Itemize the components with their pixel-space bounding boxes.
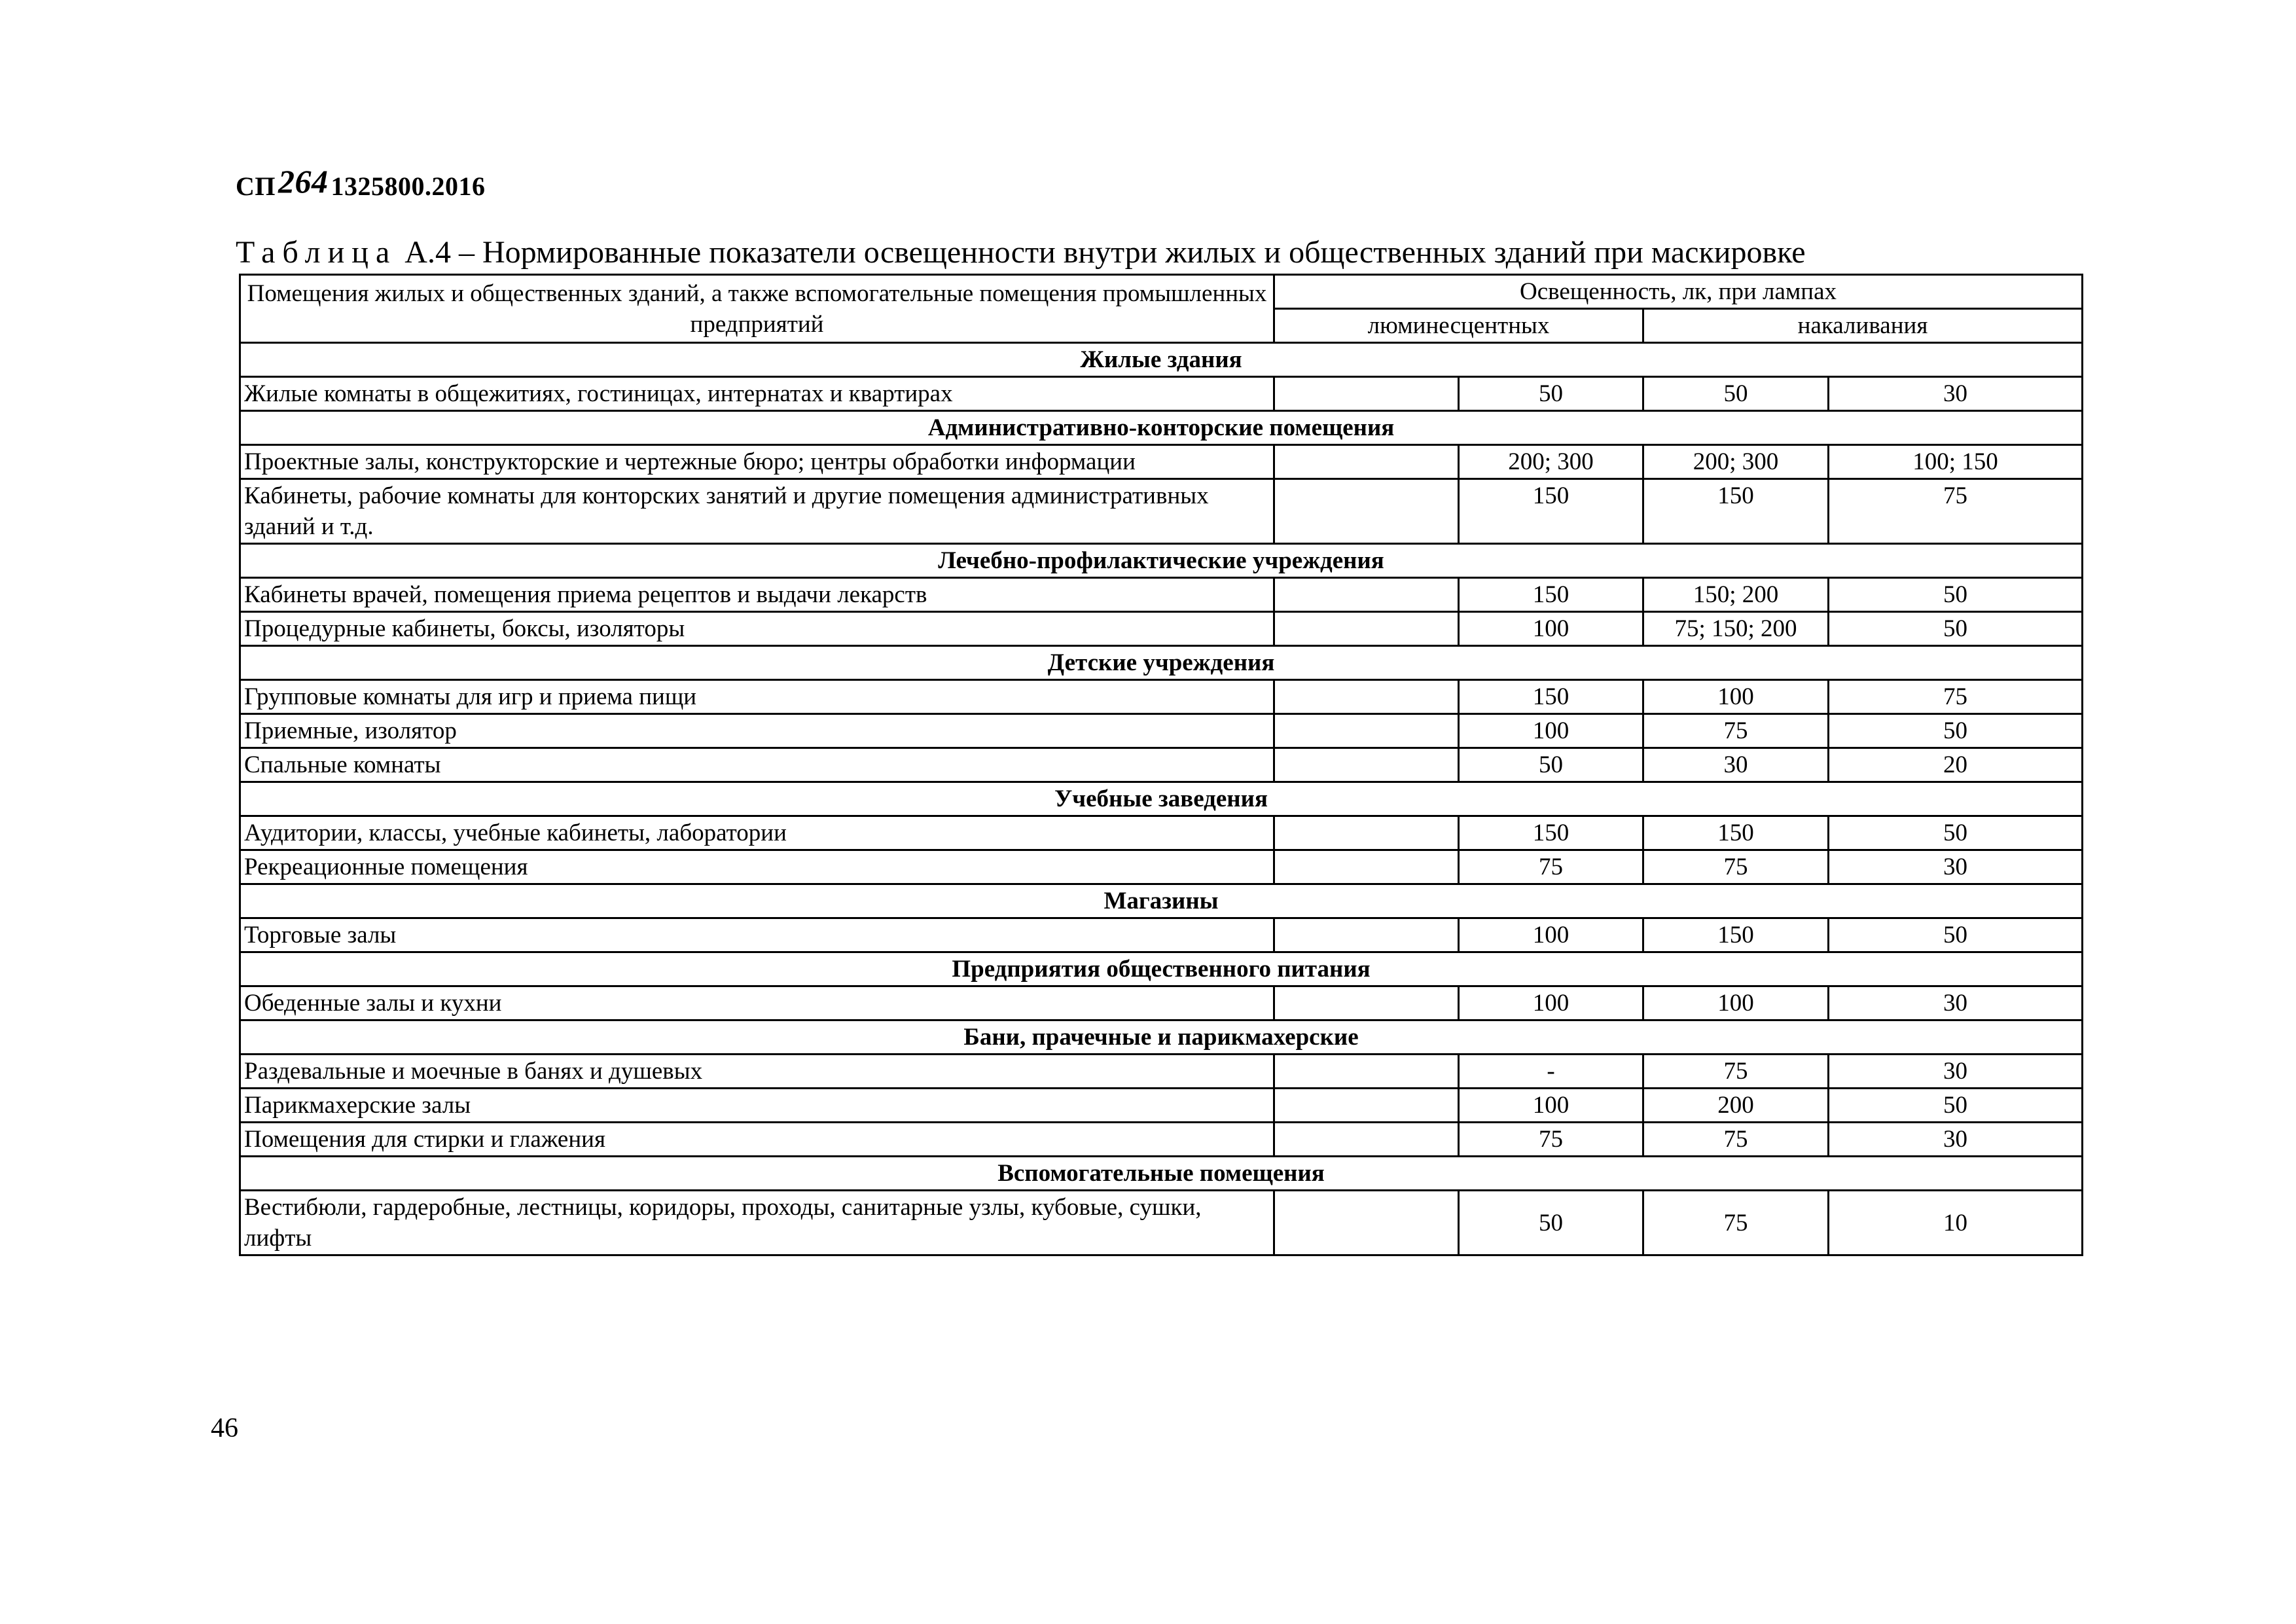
empty-cell xyxy=(1274,1089,1459,1123)
incandescent-value-cell: 30 xyxy=(1643,748,1829,782)
empty-cell xyxy=(1274,479,1459,544)
header-room-type: Помещения жилых и общественных зданий, а также вспомогательные помещения промышленных предприятий xyxy=(240,275,1274,343)
section-row xyxy=(240,884,2083,918)
room-name-cell: Помещения для стирки и глажения xyxy=(240,1123,1274,1157)
fluorescent-value-cell: 100 xyxy=(1459,612,1643,646)
table-row xyxy=(240,918,2083,952)
incandescent-value-cell: 150 xyxy=(1643,918,1829,952)
room-name-cell: Парикмахерские залы xyxy=(240,1089,1274,1123)
section-row xyxy=(240,782,2083,816)
empty-cell xyxy=(1274,578,1459,612)
incandescent-value-cell-2: 75 xyxy=(1829,479,2083,544)
incandescent-value-cell: 100 xyxy=(1643,986,1829,1020)
incandescent-value-cell-2: 20 xyxy=(1829,748,2083,782)
incandescent-value-cell-2: 30 xyxy=(1829,377,2083,411)
code-prefix: СП xyxy=(236,171,276,201)
code-suffix: 1325800.2016 xyxy=(331,171,486,201)
table-title-text: А.4 – Нормированные показатели освещенности внутри жилых и общественных зданий при маскировке xyxy=(404,235,1806,270)
incandescent-value-cell-2: 75 xyxy=(1829,680,2083,714)
room-name-cell: Процедурные кабинеты, боксы, изоляторы xyxy=(240,612,1274,646)
table-row xyxy=(240,850,2083,884)
incandescent-value-cell: 200; 300 xyxy=(1643,445,1829,479)
table-row xyxy=(240,377,2083,411)
incandescent-value-cell-2: 30 xyxy=(1829,850,2083,884)
section-title: Предприятия общественного питания xyxy=(240,952,2083,986)
room-name-cell: Кабинеты, рабочие комнаты для конторских занятий и другие помещения административных зданий и т.д. xyxy=(240,479,1274,544)
fluorescent-value-cell: 75 xyxy=(1459,1123,1643,1157)
fluorescent-value-cell: 100 xyxy=(1459,1089,1643,1123)
empty-cell xyxy=(1274,445,1459,479)
fluorescent-value-cell: 150 xyxy=(1459,816,1643,850)
section-row xyxy=(240,952,2083,986)
section-title: Детские учреждения xyxy=(240,646,2083,680)
fluorescent-value-cell: 50 xyxy=(1459,1191,1643,1255)
empty-cell xyxy=(1274,714,1459,748)
fluorescent-value-cell: 75 xyxy=(1459,850,1643,884)
table-row xyxy=(240,986,2083,1020)
room-name-cell: Жилые комнаты в общежитиях, гостиницах, интернатах и квартирах xyxy=(240,377,1274,411)
incandescent-value-cell-2: 50 xyxy=(1829,612,2083,646)
section-title: Вспомогательные помещения xyxy=(240,1157,2083,1191)
table-row xyxy=(240,1123,2083,1157)
room-name-cell: Групповые комнаты для игр и приема пищи xyxy=(240,680,1274,714)
empty-cell xyxy=(1274,748,1459,782)
table-row xyxy=(240,479,2083,544)
empty-cell xyxy=(1274,918,1459,952)
section-row xyxy=(240,646,2083,680)
empty-cell xyxy=(1274,816,1459,850)
section-row xyxy=(240,1157,2083,1191)
incandescent-value-cell: 75 xyxy=(1643,1123,1829,1157)
incandescent-value-cell-2: 50 xyxy=(1829,918,2083,952)
document-code xyxy=(236,165,486,203)
fluorescent-value-cell: - xyxy=(1459,1055,1643,1089)
room-name-cell: Вестибюли, гардеробные, лестницы, коридоры, проходы, санитарные узлы, кубовые, сушки, лифты xyxy=(240,1191,1274,1255)
illuminance-table xyxy=(239,274,2083,1256)
section-row xyxy=(240,1020,2083,1055)
fluorescent-value-cell: 100 xyxy=(1459,918,1643,952)
table-row xyxy=(240,714,2083,748)
section-title: Жилые здания xyxy=(240,343,2083,377)
incandescent-value-cell-2: 30 xyxy=(1829,986,2083,1020)
incandescent-value-cell-2: 10 xyxy=(1829,1191,2083,1255)
header-row-1 xyxy=(240,275,2083,309)
table-row xyxy=(240,445,2083,479)
section-row xyxy=(240,343,2083,377)
table-row xyxy=(240,680,2083,714)
incandescent-value-cell-2: 50 xyxy=(1829,714,2083,748)
header-incandescent: накаливания xyxy=(1643,309,2083,343)
table-body xyxy=(240,275,2083,1255)
incandescent-value-cell-2: 50 xyxy=(1829,816,2083,850)
table-row xyxy=(240,1089,2083,1123)
empty-cell xyxy=(1274,680,1459,714)
table-row xyxy=(240,1191,2083,1255)
incandescent-value-cell-2: 30 xyxy=(1829,1123,2083,1157)
empty-cell xyxy=(1274,612,1459,646)
incandescent-value-cell-2: 100; 150 xyxy=(1829,445,2083,479)
header-illuminance: Освещенность, лк, при лампах xyxy=(1274,275,2083,309)
empty-cell xyxy=(1274,1123,1459,1157)
fluorescent-value-cell: 150 xyxy=(1459,680,1643,714)
room-name-cell: Торговые залы xyxy=(240,918,1274,952)
incandescent-value-cell: 200 xyxy=(1643,1089,1829,1123)
header-fluorescent: люминесцентных xyxy=(1274,309,1643,343)
room-name-cell: Приемные, изолятор xyxy=(240,714,1274,748)
fluorescent-value-cell: 50 xyxy=(1459,377,1643,411)
room-name-cell: Проектные залы, конструкторские и чертежные бюро; центры обработки информации xyxy=(240,445,1274,479)
table-row xyxy=(240,748,2083,782)
incandescent-value-cell: 75 xyxy=(1643,1191,1829,1255)
section-title: Административно-конторские помещения xyxy=(240,411,2083,445)
room-name-cell: Раздевальные и моечные в банях и душевых xyxy=(240,1055,1274,1089)
section-title: Лечебно-профилактические учреждения xyxy=(240,544,2083,578)
incandescent-value-cell: 150; 200 xyxy=(1643,578,1829,612)
incandescent-value-cell-2: 30 xyxy=(1829,1055,2083,1089)
section-title: Магазины xyxy=(240,884,2083,918)
incandescent-value-cell: 100 xyxy=(1643,680,1829,714)
fluorescent-value-cell: 100 xyxy=(1459,714,1643,748)
empty-cell xyxy=(1274,1055,1459,1089)
empty-cell xyxy=(1274,850,1459,884)
table-title-word: Таблица xyxy=(236,235,397,270)
room-name-cell: Кабинеты врачей, помещения приема рецептов и выдачи лекарств xyxy=(240,578,1274,612)
incandescent-value-cell-2: 50 xyxy=(1829,1089,2083,1123)
room-name-cell: Рекреационные помещения xyxy=(240,850,1274,884)
code-handwritten-number: 264 xyxy=(278,163,329,200)
incandescent-value-cell: 75 xyxy=(1643,714,1829,748)
incandescent-value-cell: 75 xyxy=(1643,1055,1829,1089)
incandescent-value-cell: 75 xyxy=(1643,850,1829,884)
section-row xyxy=(240,411,2083,445)
table-title xyxy=(236,233,1806,272)
section-row xyxy=(240,544,2083,578)
page-number: 46 xyxy=(211,1413,238,1443)
room-name-cell: Обеденные залы и кухни xyxy=(240,986,1274,1020)
section-title: Учебные заведения xyxy=(240,782,2083,816)
empty-cell xyxy=(1274,377,1459,411)
fluorescent-value-cell: 150 xyxy=(1459,578,1643,612)
incandescent-value-cell: 50 xyxy=(1643,377,1829,411)
empty-cell xyxy=(1274,1191,1459,1255)
table-row xyxy=(240,816,2083,850)
fluorescent-value-cell: 200; 300 xyxy=(1459,445,1643,479)
section-title: Бани, прачечные и парикмахерские xyxy=(240,1020,2083,1055)
fluorescent-value-cell: 150 xyxy=(1459,479,1643,544)
table-row xyxy=(240,612,2083,646)
fluorescent-value-cell: 50 xyxy=(1459,748,1643,782)
incandescent-value-cell: 150 xyxy=(1643,479,1829,544)
incandescent-value-cell-2: 50 xyxy=(1829,578,2083,612)
table-row xyxy=(240,578,2083,612)
fluorescent-value-cell: 100 xyxy=(1459,986,1643,1020)
table-row xyxy=(240,1055,2083,1089)
room-name-cell: Аудитории, классы, учебные кабинеты, лаборатории xyxy=(240,816,1274,850)
incandescent-value-cell: 75; 150; 200 xyxy=(1643,612,1829,646)
room-name-cell: Спальные комнаты xyxy=(240,748,1274,782)
incandescent-value-cell: 150 xyxy=(1643,816,1829,850)
empty-cell xyxy=(1274,986,1459,1020)
